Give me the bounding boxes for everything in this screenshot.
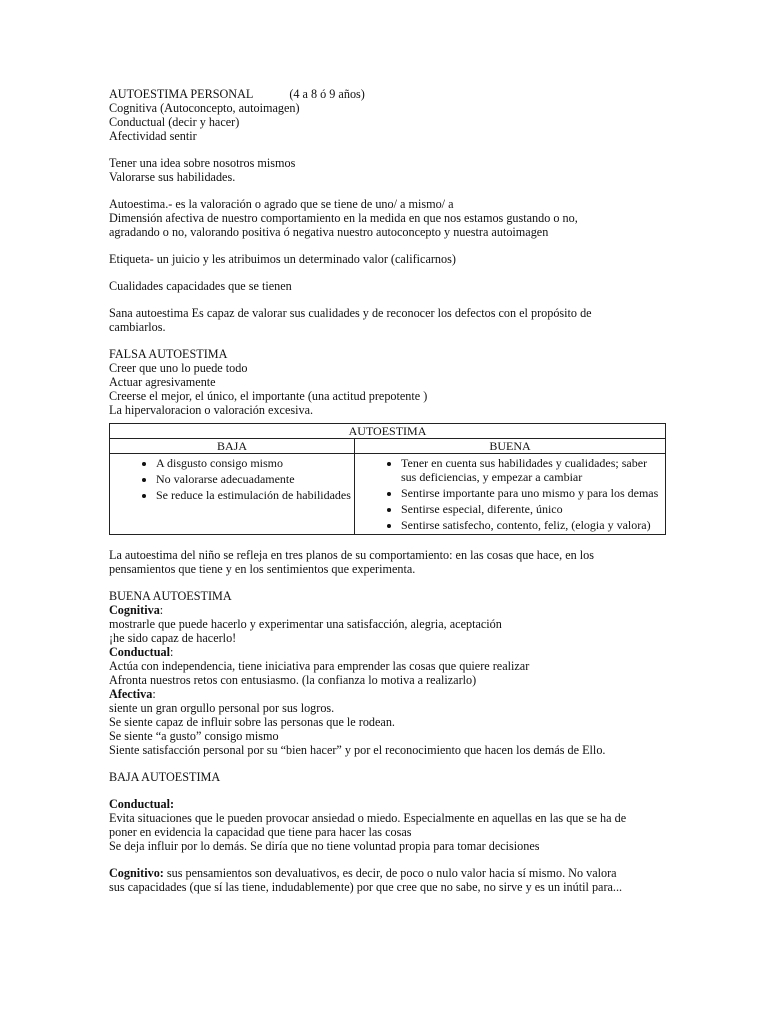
cualidades-line: Cualidades capacidades que se tienen bbox=[109, 279, 292, 293]
buena-afectiva-label-line: Afectiva: bbox=[109, 687, 156, 701]
document-body bbox=[109, 87, 669, 894]
baja-cell bbox=[110, 454, 355, 535]
definition-line: agradando o no, valorando positiva ó negativa nuestro autoconcepto y nuestra autoimagen bbox=[109, 225, 549, 239]
planos-line: La autoestima del niño se refleja en tres planos de su comportamiento: en las cosas que hace, en los bbox=[109, 548, 594, 562]
title-line bbox=[109, 87, 669, 101]
baja-conductual-line: Se deja influir por lo demás. Se diría que no tiene voluntad propia para tomar decisiones bbox=[109, 839, 540, 853]
buena-item: • Tener en cuenta sus habilidades y cualidades; saber sus deficiencias, y empezar a cambiar bbox=[401, 456, 665, 484]
falsa-line: Creer que uno lo puede todo bbox=[109, 361, 248, 375]
table-header-buena: BUENA bbox=[355, 439, 666, 454]
idea-line: Tener una idea sobre nosotros mismos bbox=[109, 156, 296, 170]
buena-item: • Sentirse especial, diferente, único bbox=[401, 502, 665, 516]
falsa-line: Actuar agresivamente bbox=[109, 375, 216, 389]
falsa-heading: FALSA AUTOESTIMA bbox=[109, 347, 228, 361]
baja-cognitivo-text: sus pensamientos son devaluativos, es decir, de poco o nulo valor hacia sí mismo. No valora bbox=[163, 866, 617, 880]
sana-autoestima-line: cambiarlos. bbox=[109, 320, 166, 334]
definition-line: Dimensión afectiva de nuestro comportamiento en la medida en que nos estamos gustando o no, bbox=[109, 211, 578, 225]
buena-afectiva-label: Afectiva bbox=[109, 687, 153, 701]
planos-line: pensamientos que tiene y en los sentimientos que experimenta. bbox=[109, 562, 416, 576]
baja-conductual-label: Conductual: bbox=[109, 797, 175, 811]
falsa-line: La hipervaloracion o valoración excesiva. bbox=[109, 403, 314, 417]
buena-afectiva-line: Se siente “a gusto” consigo mismo bbox=[109, 729, 279, 743]
buena-item: • Sentirse satisfecho, contento, feliz, (elogia y valora) bbox=[401, 518, 665, 532]
baja-conductual-line: Evita situaciones que le pueden provocar ansiedad o miedo. Especialmente en aquellas en las que se ha de bbox=[109, 811, 627, 825]
baja-item: • Se reduce la estimulación de habilidades bbox=[156, 488, 354, 502]
buena-cognitiva-label-line: Cognitiva: bbox=[109, 603, 164, 617]
page-title: AUTOESTIMA PERSONAL bbox=[109, 87, 254, 101]
buena-conductual-line: Afronta nuestros retos con entusiasmo. (la confianza lo motiva a realizarlo) bbox=[109, 673, 477, 687]
buena-heading: BUENA AUTOESTIMA bbox=[109, 589, 232, 603]
baja-cognitivo-line: sus capacidades (que sí las tiene, indudablemente) por que cree que no sabe, no sirve y es un inútil para... bbox=[109, 880, 623, 894]
buena-cognitiva-label: Cognitiva bbox=[109, 603, 160, 617]
baja-heading: BAJA AUTOESTIMA bbox=[109, 770, 221, 784]
baja-cognitivo-line bbox=[109, 866, 669, 880]
title-age-range: (4 a 8 ó 9 años) bbox=[289, 87, 365, 101]
table-header-baja: BAJA bbox=[110, 439, 355, 454]
buena-conductual-line: Actúa con independencia, tiene iniciativa para emprender las cosas que quiere realizar bbox=[109, 659, 530, 673]
autoestima-table bbox=[109, 423, 666, 535]
buena-cognitiva-line: ¡he sido capaz de hacerlo! bbox=[109, 631, 237, 645]
sana-autoestima-line: Sana autoestima Es capaz de valorar sus cualidades y de reconocer los defectos con el propósito de bbox=[109, 306, 592, 320]
baja-cognitivo-label: Cognitivo: bbox=[109, 866, 164, 880]
baja-list bbox=[110, 456, 354, 502]
definition-line: Autoestima.- es la valoración o agrado que se tiene de uno/ a mismo/ a bbox=[109, 197, 454, 211]
table-title: AUTOESTIMA bbox=[110, 424, 666, 439]
etiqueta-line: Etiqueta- un juicio y les atribuimos un determinado valor (calificarnos) bbox=[109, 252, 456, 266]
baja-item: • No valorarse adecuadamente bbox=[156, 472, 354, 486]
buena-item: • Sentirse importante para uno mismo y para los demas bbox=[401, 486, 665, 500]
falsa-line: Creerse el mejor, el único, el importante (una actitud prepotente ) bbox=[109, 389, 428, 403]
intro-line: Afectividad sentir bbox=[109, 129, 197, 143]
buena-afectiva-line: Se siente capaz de influir sobre las personas que le rodean. bbox=[109, 715, 395, 729]
buena-afectiva-line: Siente satisfacción personal por su “bien hacer” y por el reconocimiento que hacen los demás de Ello. bbox=[109, 743, 606, 757]
buena-conductual-label: Conductual bbox=[109, 645, 170, 659]
buena-afectiva-line: siente un gran orgullo personal por sus logros. bbox=[109, 701, 335, 715]
baja-conductual-line: poner en evidencia la capacidad que tiene para hacer las cosas bbox=[109, 825, 412, 839]
baja-item: • A disgusto consigo mismo bbox=[156, 456, 354, 470]
buena-conductual-label-line: Conductual: bbox=[109, 645, 174, 659]
intro-line: Conductual (decir y hacer) bbox=[109, 115, 240, 129]
buena-cognitiva-line: mostrarle que puede hacerlo y experimentar una satisfacción, alegria, aceptación bbox=[109, 617, 502, 631]
buena-list bbox=[355, 456, 665, 532]
idea-line: Valorarse sus habilidades. bbox=[109, 170, 236, 184]
buena-cell bbox=[355, 454, 666, 535]
intro-line: Cognitiva (Autoconcepto, autoimagen) bbox=[109, 101, 300, 115]
